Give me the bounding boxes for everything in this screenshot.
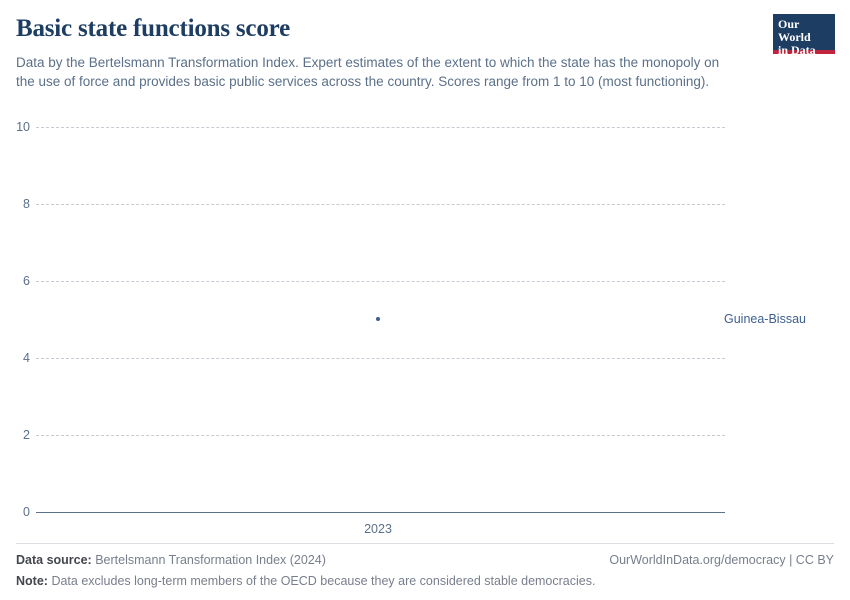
y-tick-label: 4 [23,351,30,365]
chart-plot-area [0,112,850,536]
y-tick-label: 8 [23,197,30,211]
data-source-label: Data source: [16,553,92,567]
gridline-8 [36,204,725,205]
y-tick-label: 6 [23,274,30,288]
y-tick-label: 2 [23,428,30,442]
page-title: Basic state functions score [16,15,290,42]
footer-note-label: Note: [16,574,48,588]
footer-note [16,574,834,588]
chart-header [16,14,756,91]
chart-footer [0,543,850,600]
gridline-6 [36,281,725,282]
logo-line-1: Our World [778,17,811,44]
y-tick-label: 0 [23,505,30,519]
attribution-link[interactable]: OurWorldInData.org/democracy | CC BY [609,553,834,567]
x-axis-line [36,512,725,513]
gridline-4 [36,358,725,359]
gridline-2 [36,435,725,436]
chart-subtitle: Data by the Bertelsmann Transformation Index. Expert estimates of the extent to which the state has the monopoly on the use of force and provides basic public services across the country. Scores range from 1 to 10 (most functioning). [16,55,720,89]
gridline-10 [36,127,725,128]
logo-line-2: in Data [778,43,816,57]
data-source [16,553,326,567]
data-point-guinea-bissau[interactable] [376,317,380,321]
owid-logo[interactable] [773,14,835,57]
x-tick-label: 2023 [364,522,392,536]
footer-divider [16,543,834,544]
data-source-value: Bertelsmann Transformation Index (2024) [95,553,326,567]
footer-note-value: Data excludes long-term members of the OECD because they are considered stable democracies. [51,574,596,588]
series-label-guinea-bissau[interactable]: Guinea-Bissau [724,312,806,326]
y-tick-label: 10 [16,120,30,134]
